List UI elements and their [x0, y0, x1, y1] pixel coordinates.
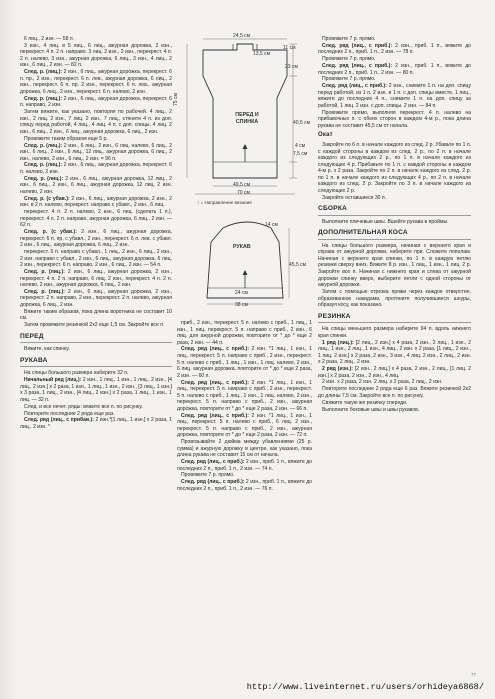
instruction-paragraph: Провяжите прямо, выполняя перекрест. 4 п. налево на прибавочных п. с обеих сторон в каждом 4-м р., пока длина рукава не составит 45,5 см от начала. [318, 109, 471, 129]
instruction-paragraph: След. и все нечет. ряды: вяжите все п. по рисунку. [24, 403, 143, 410]
instruction-paragraph: Закройте по 6 п. в начале каждого из след. 2 р. Убавьте по 1 п. с каждой стороны в каждом из след. 2 р., по 2 п. в начале каждого из следующих 2 р., по 1 п. в начале каждого из следующих 4 р. Прибавьте по 1 п. с каждой стороны в каждом 4-м р. x 2 раза. Закройте по 2 п. в начале каждого из след. 2 р. по 1 п. в начале каждого из следующих 4 р., по 2 п. в начале каждого из след. 2 р. Закройте по 3 п. в начале каждого из следующих 2 р. [318, 141, 471, 194]
sleeve-final-rows [318, 36, 471, 129]
front-heading: ПЕРЕД [20, 334, 172, 344]
instruction-paragraph: След. р. (лиц.): 2 изн., 6 лиц., ажурная дорожка, 12 лиц., 2 изн., 6 лиц., 2 изн., 6 лиц., ажурная дорожка, 12 лиц. 2 изн. налево, 2 изн. [20, 175, 172, 195]
back-instructions [20, 36, 172, 329]
braid-heading: ДОПОЛНИТЕЛЬНАЯ КОСА [318, 230, 471, 240]
dim-shoulder: 23 см [285, 64, 298, 70]
text-column-1 [20, 36, 172, 431]
schematic-svg [175, 36, 315, 311]
instruction-paragraph: 2 ряд (изн.): [2 изн., 2 лиц.] x 4 раза, 2 изн., 2 лиц., [1 лиц. 2 изн.] x 2 раза, 2 изн., 2 изн., 4 лиц. [318, 366, 471, 379]
instruction-paragraph: След. р. (лиц.): 2 изн., 6 лиц., ажурная дорожка, перекрест. 6 п. пр., 2 изн., перекрест. 6 п. лев., ажурная дорожка, 6 лиц., 2 изн., перекрест. 6 п. пр. 2 изн., перекрест. 6 п. лев., ажурная дорожка, 6 лиц., 2 изн., перекрест. 6 п. налево, 2 изн. [20, 69, 172, 95]
dim-sleeve-top: 14 см [265, 222, 278, 228]
instruction-paragraph: Свяжите такую же резинку спереди. [322, 399, 408, 406]
instruction-paragraph: След. ряд (лиц., с приб.): 2 изн., приб. 1 п., вяжите до последних 2 п., приб. 1 п., 2 изн. — 78 п. [318, 42, 472, 56]
instruction-paragraph: Провяжите таким образом еще 5 р. [24, 135, 108, 142]
rib-instructions [318, 326, 471, 413]
dim-sleeve-len: 45,5 см [289, 262, 307, 268]
instruction-paragraph: Провяжите 7 р. прямо. [322, 76, 376, 83]
instruction-paragraph: Затем с помощью отрезка пряжи через каждое отверстие, образованное накидами, протяните получившиеся шнуры, образуя косу, как показано. [318, 288, 471, 309]
instruction-paragraph: След. р. (лиц.): 2 изн., 6 лиц., ажурная дорожка, перекрест. 6 п. направо, 2 изн. [20, 95, 172, 109]
instruction-paragraph: На спицы большого размера наберите 32 п. [24, 370, 129, 377]
instruction-paragraph: приб., 2 изн., перекрест. 5 п. налево с приб., 1 лиц., 1 изн., 1 лиц. перекрест. 5 п. направо с приб., 2 изн., 6 лиц. для ажурной дорожки, повторите от * до * еще 2 раза, 2 изн. — 44 п. [177, 320, 312, 346]
instruction-paragraph: 6 лиц., 2 изн. — 58 п. [24, 36, 75, 42]
dim-neck2: 11 см [283, 45, 296, 51]
instruction-paragraph: Начальный ряд (лиц.): 2 изн., 1 лиц., 1 изн., 1 лиц., 2 изн., [4 лиц., 2 изн.] x 2 раза, 1 изн., 1 лиц., 1 изн., 2 изн., [3 лиц., 1 изн.] x 3 раза, 1 лиц., 2 изн., [4 лиц., 2 изн.] x 2 раза, 1 лиц., 1 изн., 1 лиц. — 32 п. [20, 377, 172, 403]
dim-height: 75 см [173, 93, 179, 106]
okat-instructions [318, 142, 471, 201]
instruction-paragraph: перекрест. 6 п. направо с убавл., 1 лиц., 2 изн., 6 лиц., 2 изн., 2 изн. направо с убавл., 2 изн., 6 лиц., ажурная дорожка, 6 лиц. 2 изн., перекрест. 6 п. направо, 2 изн., 6 лиц., 2 изн. — 54 п. [20, 249, 172, 269]
instruction-paragraph: Выполните боковые швы и швы рукавов. [322, 406, 420, 413]
instruction-paragraph: Затем провяжите резинкой 2x2 еще 1,5 см. Закройте все п. [24, 322, 165, 329]
dim-top: 24,5 см [233, 33, 251, 39]
instruction-paragraph: Закройте оставшиеся 30 п. [322, 194, 387, 201]
instruction-paragraph: 1 ряд (лиц.): [2 лиц., 2 изн.] x 4 раза, 2 изн., 2 лиц., 1 изн., 2 лиц., 1 изн., 2 лиц., 1 изн., 4 лиц., 2 изн. x 2 раза, [1 лиц., 2 изн., 1 лиц. 2 изн.] x 2 раза, 2 изн., 3 изн., 4 лиц. 2 изн., 2 лиц., 2 изн. x 2 раза, 2 лиц., 2 изн. [318, 339, 471, 366]
braid-instructions [318, 243, 471, 309]
dim-armhole: 40,5 см [293, 120, 311, 126]
instruction-paragraph: След. ряд (лиц., с прибав.): 2 изн.*[1 лиц., 1 изн.] x 2 раза, 1 лиц., 2 изн. * [20, 417, 172, 431]
schematic-diagram [173, 33, 315, 311]
instruction-paragraph: След. ряд (лиц., с приб.): 2 изн., приб. 1 п., вяжите до последних 2 п., приб. 1 п., 2 изн. — 80 п. [318, 63, 472, 76]
instruction-paragraph: След. р. (лиц.): 2 изн., 6 лиц., ажурная дорожка, 2 изн., перекрест. 4 п. 2 п. направо, 6 лиц. 2 изн., перекрест. 4 п. 2 п. налево, 2 изн., ажурная дорожка, 6 лиц., 2 изн. [20, 269, 172, 289]
instruction-paragraph: 3 изн., 4 лиц. в 5 лиц., 6 лиц., ажурная дорожка, 2 изн., перекрест. 4 п. 2 п. направо. 3 лиц. 2 изн., 2 изн., перекрест. 4 п. 2 п. налево, 3 изн., ажурная дорожка, 6 лиц., 3 изн., 4 лиц., 2 изн., 6 лиц., 2 изн. — 82 п. [20, 42, 172, 69]
rib-heading: РЕЗИНКА [318, 314, 471, 324]
body-label: ПЕРЕД И СПИНКА [235, 112, 259, 125]
sleeve-heading: РУКАВА [20, 358, 172, 368]
instruction-paragraph: След. ряд (лиц., с приб.): 2 изн., приб. 1 п., вяжите до последних 2 п., приб. 1 п., 2 изн. — 74 п. [177, 458, 313, 472]
sleeve-continued [177, 320, 312, 492]
instruction-paragraph: След. ряд (лиц., с приб.): 2 изн., снимите 1 п. на доп. спицу перед работой, из 1 п. 2 изн. и 1 п. с доп. спицы вместе, 1 лиц., вяжите до последних 4 п., снимите 1 п. на доп. спицу за работой, 1 лиц. 2 изн. с доп. спицы. 2 изн. — 84 п. [318, 83, 471, 109]
instruction-paragraph: След. р. (лиц.): 2 изн., 6 лиц., ажурная дорожка, 2 изн., перекрест. 2 п. направо, 2 изн., перекрест. 2 п. налево, ажурная дорожка, 6 лиц., 2 изн. [20, 288, 172, 309]
instruction-paragraph: Провязывайте 2 дюйма между убавлениями (25 р. сумма) и ажурную дорожку в центре, как указано, пока длина рукава не составит 15 см от начала. [177, 439, 312, 459]
text-column-2 [177, 320, 312, 493]
instruction-paragraph: Повторите последние 2 ряда еще раз. [24, 410, 115, 417]
instruction-paragraph: След. ряд (лиц., с приб.): 2 изн. *1 лиц., 1 изн., 1 лиц., перекрест. 5 п. налево с приб., 6 лиц. 2 изн., перекрест. 5 п. направо с приб., 2 изн., ажурная дорожка, повторите от * до * еще 2 раза, 2 изн. — 72 п. [177, 412, 312, 439]
instruction-paragraph: перекрест. 4 п. 2 п. налево, 2 изн., 6 лиц. (сделать 1 п.), перекрест. 4 п. 2 п. направо, ажурная дорожка, 6 лиц., 2 изн. — 62 п. [20, 209, 172, 229]
dim-sleeve-width: 24 см [235, 290, 248, 296]
page-number: 77 [471, 672, 477, 677]
sleeve-label: РУКАВ [233, 244, 251, 250]
knit-direction-note: ↑ = Направление вязания [197, 200, 252, 205]
instruction-paragraph: Провяжите 7 р. прямо. [181, 472, 235, 479]
instruction-paragraph: След. р. (с убав.): 2 изн., 6 лиц., ажурная дорожка, 2 изн., 2 изн. в 2 п. налево, перекрест. направо с убавл., 2 изн., 6 лиц. [20, 195, 172, 209]
instruction-paragraph: Провяжите 7 р. прямо. [322, 56, 376, 63]
dim-rib: 7,5 см [293, 151, 308, 157]
instruction-paragraph: След. р. (лиц.): 2 изн., 6 лиц., 2 изн., 6 лиц. налево, 6 лиц., 2 изн., 6 лиц., 2 изн., 6 лиц., 12 лиц., ажурная дорожка, 6 лиц., 2 изн., налево, 2 изн., 6 лиц., 2 изн. = 96 п. [20, 142, 172, 162]
instruction-paragraph: След. ряд (лиц., с приб.): 2 изн. *1 лиц., 1 изн., 1 лиц., перекрест. 5 п. направо с приб., 2 изн., перекрест. 5 п. налево с приб., 1 лиц., 1 изн., 1 лиц. налево, 2 изн., перекрест. 5 п. направо с приб., 2 изн., ажурная дорожка, повторите от * до * еще 2 раза, 2 изн. — 66 п. [177, 379, 312, 412]
instruction-paragraph: След. р. (с убав.): 2 изн., 6 лиц., ажурная дорожка, перекрест. 6 п. пр. с убавл., 2 изн., перекрест. 6 п. лев. с убавл. 2 изн., 6 лиц., ажурная дорожка, 6 лиц., 2 изн. [20, 229, 173, 249]
assembly-heading: СБОРКА [318, 206, 471, 216]
instruction-paragraph: На спицы большого размера, начиная с верхнего края и справа от ажурной дорожки, наберите при. Сложите пополам. Начиная с верхнего края спинки, по 1 п. в каждую петлю резинки сверху вниз. Вяжите 8 р. изн., 1 лиц., 1 изн., 1 лиц. 2 р. Закройте все п. Начиная с нижнего края и слева от ажурной дорожки спинку вверх, выберите петли с одной стороны от ажурной дорожки. [318, 242, 471, 289]
assembly-text: Выполните плечевые швы. Вшейте рукава в проймы. [322, 218, 449, 225]
dim-width-total: 70 см [237, 190, 250, 196]
instruction-paragraph: Повторите последние 2 ряда еще 6 раз. Вяжите резинкой 2x2 до длины 7,5 см. Закройте все п. по рисунку. [318, 386, 471, 399]
dim-width-front: 49,5 см [233, 182, 251, 188]
dim-neck1: 13,5 см [253, 51, 271, 57]
source-url[interactable]: http://www.liveinternet.ru/users/orhideya6868/ [246, 682, 484, 692]
instruction-paragraph: След. ряд (лиц., с приб.): 2 изн. *1 лиц., 1 изн., 1 лиц., перекрест. 5 п. направо с приб., 2 изн., перекрест. 5 п. налево с приб., 1 лиц., 1 изн., 1 лиц. налево, 2 изн., 6 лиц. ажурная дорожка, повторите от * до * еще 2 раза, 2 изн. — 60 п. [177, 346, 312, 379]
instruction-paragraph: Провяжите 7 р. прямо. [322, 36, 376, 42]
front-text: Вяжите, как спинку. [24, 346, 70, 353]
instruction-paragraph: След. р. (лиц.): 2 изн., 6 лиц., ажурная дорожка, перекрест. 6 п. налево, 2 изн. [20, 162, 172, 176]
okat-heading: Окат [318, 132, 333, 139]
dim-side: 4 см [295, 143, 306, 149]
instruction-paragraph: 2 изн. x 2 раза, 2 изн. 2 лиц. x 2 раза, 2 лиц., 2 изн. [322, 379, 443, 386]
instruction-paragraph: Вяжите таким образом, пока длина воротника не составит 10 см. [20, 308, 172, 322]
text-column-3 [318, 36, 471, 413]
instruction-paragraph: На спицы меньшего размера наберите 94 п. вдоль нижнего края спинки. [318, 326, 471, 339]
instruction-paragraph: След. ряд (лиц., с приб.): 2 изн., приб. 1 п., вяжите до последних 2 п., приб. 1 п., 2 изн. — 76 п. [177, 479, 313, 492]
sleeve-instructions [20, 370, 172, 430]
instruction-paragraph: Затем вяжите, как указано, повторяя по рабочей. 4 лиц., 2 изн., 2 лиц. 2 изн., 7 лиц. 2 изн., 7 лиц., стяните 4 п. из доп. спицу перед работой, 4 лиц., 4 лиц. 4 п. с доп. спицы, 4 лиц. 2 изн., 6 лиц., 2 изн., 6 лиц., ажурная дорожка, 6 лиц., 2 изн. [20, 109, 172, 135]
dim-sleeve-bottom: 38 см [235, 302, 248, 308]
